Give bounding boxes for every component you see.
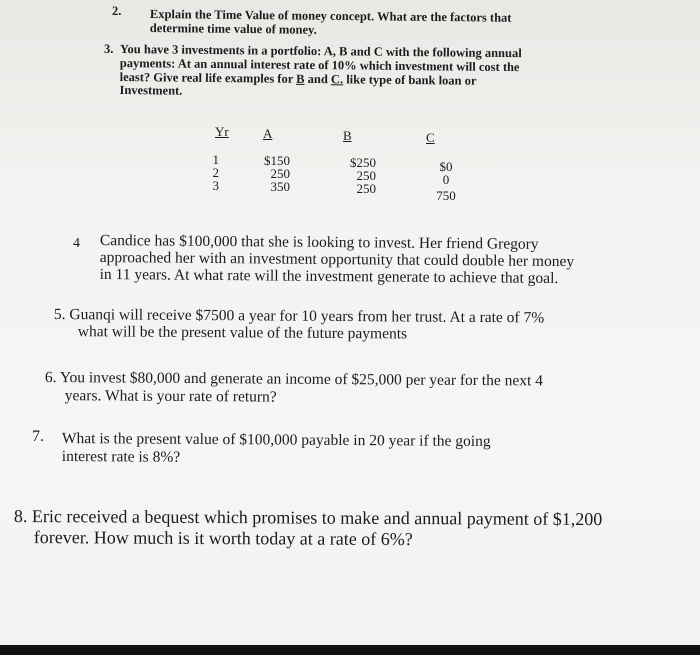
a-year-3: 350 xyxy=(270,179,290,194)
bottom-edge-bar xyxy=(0,645,700,655)
question-4 xyxy=(100,232,610,287)
year-2: 2 xyxy=(212,165,219,180)
header-b: B xyxy=(343,128,352,143)
question-8-line-1: 8. Eric received a bequest which promises to make and annual payment of $1,200 xyxy=(13,506,603,530)
question-4-line-1: Candice has $100,000 that she is looking to invest. Her friend Gregory xyxy=(99,232,539,253)
question-6 xyxy=(45,369,635,409)
column-b xyxy=(336,156,376,195)
question-2 xyxy=(150,8,570,40)
b-year-3: 250 xyxy=(356,181,376,196)
question-6-line-2: years. What is your rate of return? xyxy=(64,387,277,406)
question-5-line-2: what will be the present value of the future payments xyxy=(77,323,408,343)
b-year-2: 250 xyxy=(356,168,376,183)
question-5 xyxy=(54,306,614,344)
question-3-line-1: You have 3 investments in a portfolio: A, B and C with the following annual xyxy=(119,42,522,61)
question-8 xyxy=(14,506,674,551)
header-c: C xyxy=(426,130,435,145)
a-year-2: 250 xyxy=(270,166,290,181)
question-7-line-2: interest rate is 8%? xyxy=(61,447,181,466)
question-6-line-1: 6. You invest $80,000 and generate an income of $25,000 per year for the next 4 xyxy=(44,369,544,390)
question-3-line-3-tail: like type of bank loan or xyxy=(343,71,477,88)
question-7 xyxy=(62,430,592,470)
question-5-line-1: 5. Guanqi will receive $7500 a year for 10 years from her trust. At a rate of 7% xyxy=(53,306,545,327)
question-3-line-2: payments: At an annual interest rate of 10% which investment will cost the xyxy=(119,55,520,74)
question-4-line-3: in 11 years. At what rate will the investment generate to achieve that goal. xyxy=(99,265,559,288)
column-years xyxy=(205,153,219,192)
header-a: A xyxy=(263,126,273,141)
investment-c-ref: C. xyxy=(330,71,344,86)
c-year-2: 0 xyxy=(442,172,450,187)
question-2-line-1: Explain the Time Value of money concept. What are the factors that xyxy=(149,7,512,25)
c-year-1: $0 xyxy=(439,159,453,174)
b-year-1: $250 xyxy=(350,155,376,170)
question-7-number: 7. xyxy=(32,428,44,445)
year-1: 1 xyxy=(212,152,219,167)
question-4-line-2: approached her with an investment opportunity that could double her money xyxy=(99,248,575,271)
question-7-line-1: What is the present value of $100,000 payable in 20 year if the going xyxy=(61,430,491,450)
column-c xyxy=(430,160,462,202)
a-year-1: $150 xyxy=(264,153,290,168)
question-3-line-3-and: and xyxy=(304,71,332,86)
column-a xyxy=(250,154,290,193)
header-yr: Yr xyxy=(215,124,229,139)
question-3-number: 3. xyxy=(104,42,114,56)
question-2-line-2: determine time value of money. xyxy=(149,20,317,37)
question-3-line-3-text: least? Give real life examples for xyxy=(119,69,297,86)
question-8-line-2: forever. How much is it worth today at a rate of 6%? xyxy=(33,527,413,550)
question-3 xyxy=(119,43,570,103)
year-3: 3 xyxy=(212,178,219,193)
question-4-number: 4 xyxy=(73,236,80,251)
investment-b-ref: B xyxy=(296,71,305,86)
question-3-line-4: Investment. xyxy=(119,83,183,98)
question-2-number: 2. xyxy=(112,4,122,18)
c-year-3: 750 xyxy=(436,188,456,203)
